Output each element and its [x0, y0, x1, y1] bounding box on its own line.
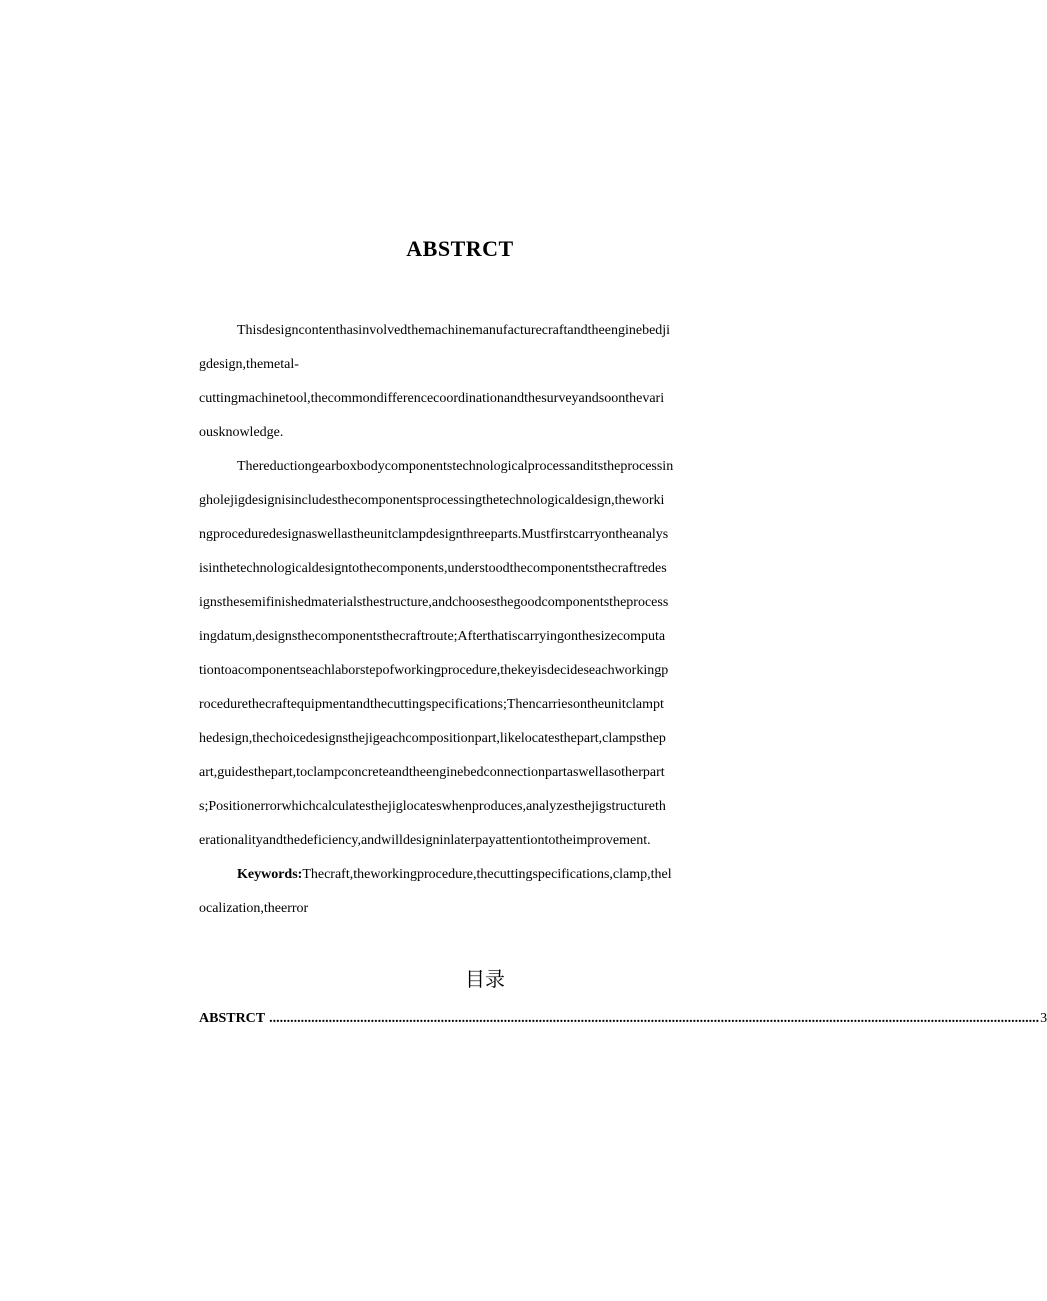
toc-page-number: 3	[1040, 1011, 1047, 1026]
keywords-line: ocalization,theerror	[199, 901, 309, 916]
text-line: art,guidesthepart,toclampconcreteandtheenginebedconnectionpartaswellasotherpart	[199, 765, 665, 780]
keywords	[199, 858, 769, 926]
text-line: ngproceduredesignaswellastheunitclampdesignthreeparts.Mustfirstcarryontheanalys	[199, 527, 669, 542]
text-line: tiontoacomponentseachlaborstepofworkingprocedure,thekeyisdecideseachworkingp	[199, 663, 669, 678]
text-line: gdesign,themetal-	[199, 357, 299, 372]
text-line: isinthetechnologicaldesigntothecomponents,understoodthecomponentsthecraftredes	[199, 561, 667, 576]
text-line: s;Positionerrorwhichcalculatesthejiglocateswhenproduces,analyzesthejigstructureth	[199, 799, 666, 814]
toc-entry-label: ABSTRCT	[199, 1011, 266, 1026]
keywords-label: Keywords:	[237, 867, 303, 882]
text-line: ingdatum,designsthecomponentsthecraftroute;Afterthatiscarryingonthesizecomputa	[199, 629, 666, 644]
text-line: gholejigdesignisincludesthecomponentsprocessingthetechnologicaldesign,theworki	[199, 493, 665, 508]
text-line: ignsthesemifinishedmaterialsthestructure,andchoosesthegoodcomponentstheprocess	[199, 595, 669, 610]
toc-leader-dots: ............................................................................................................................................................................................................................	[269, 1011, 1040, 1026]
abstract-title: ABSTRCT	[406, 236, 514, 261]
abstract-body	[199, 314, 769, 926]
keywords-text: Thecraft,theworkingprocedure,thecuttingspecifications,clamp,thel	[302, 867, 672, 882]
toc-title: 目录	[465, 967, 505, 991]
text-line: rocedurethecraftequipmentandthecuttingspecifications;Thencarriesontheunitclampt	[199, 697, 664, 712]
abstract-paragraph-2	[199, 450, 769, 858]
keywords-line	[199, 858, 769, 892]
text-line: ousknowledge.	[199, 425, 284, 440]
abstract-paragraph-1	[199, 314, 769, 450]
text-line: Thereductiongearboxbodycomponentstechnologicalprocessanditstheprocessin	[237, 459, 674, 474]
text-line: Thisdesigncontenthasinvolvedthemachinemanufacturecraftandtheenginebedji	[237, 323, 671, 338]
text-line: erationalityandthedeficiency,andwilldesigninlaterpayattentiontotheimprovement.	[199, 833, 651, 848]
text-line: hedesign,thechoicedesignsthejigeachcompositionpart,likelocatesthepart,clampsthep	[199, 731, 666, 746]
text-line: cuttingmachinetool,thecommondifferencecoordinationandthesurveyandsoonthevari	[199, 391, 665, 406]
toc-entry[interactable]	[199, 1009, 1047, 1029]
